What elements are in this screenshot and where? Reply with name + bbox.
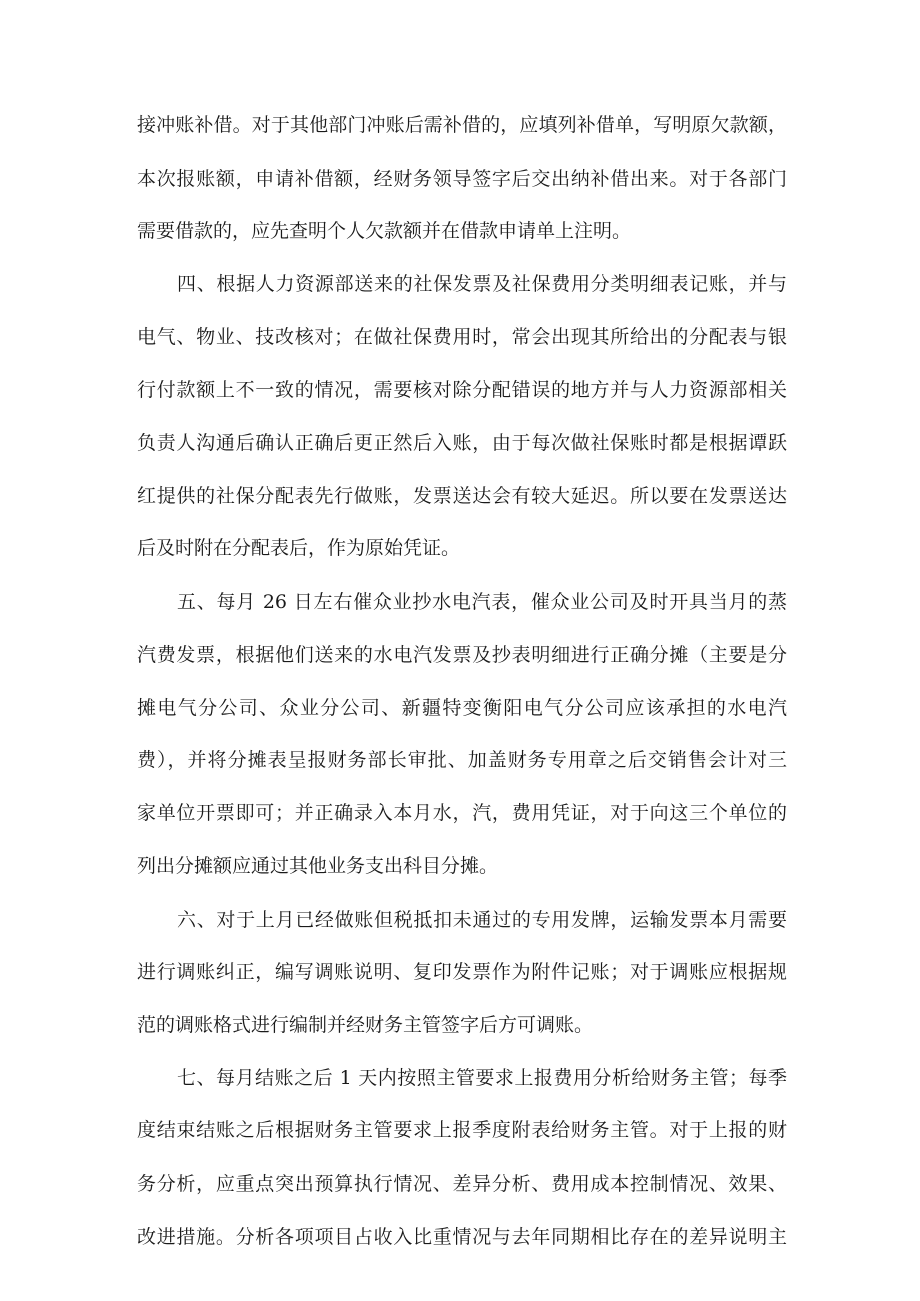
paragraph-line: 五、每月 26 日左右催众业抄水电汽表，催众业公司及时开具当月的蒸 [177,591,787,613]
paragraph-line: 七、每月结账之后 1 天内按照主管要求上报费用分析给财务主管；每季 [177,1067,787,1089]
paragraph-line: 务分析，应重点突出预算执行情况、差异分析、费用成本控制情况、效果、 [137,1173,787,1195]
paragraph-line: 摊电气分公司、众业分公司、新疆特变衡阳电气分公司应该承担的水电汽 [137,697,787,719]
paragraph-line: 改进措施。分析各项项目占收入比重情况与去年同期相比存在的差异说明主 [137,1226,787,1248]
paragraph-line: 红提供的社保分配表先行做账，发票送达会有较大延迟。所以要在发票送达 [137,485,787,507]
paragraph-line: 六、对于上月已经做账但税抵扣未通过的专用发牌，运输发票本月需要 [177,909,787,931]
paragraph-line: 后及时附在分配表后，作为原始凭证。 [137,537,461,559]
paragraph-line: 进行调账纠正，编写调账说明、复印发票作为附件记账；对于调账应根据规 [137,961,787,983]
paragraph-line: 家单位开票即可；并正确录入本月水，汽，费用凭证，对于向这三个单位的 [137,802,787,824]
paragraph-line: 范的调账格式进行编制并经财务主管签字后方可调账。 [137,1014,594,1036]
paragraph-line: 接冲账补借。对于其他部门冲账后需补借的，应填列补借单，写明原欠款额， [137,114,787,136]
paragraph-line: 费），并将分摊表呈报财务部长审批、加盖财务专用章之后交销售会计对三 [137,749,787,771]
paragraph-line: 列出分摊额应通过其他业务支出科目分摊。 [137,855,499,877]
paragraph-line: 度结束结账之后根据财务主管要求上报季度附表给财务主管。对于上报的财 [137,1119,787,1141]
paragraph-line: 汽费发票，根据他们送来的水电汽发票及抄表明细进行正确分摊（主要是分 [137,644,787,666]
paragraph-line: 负责人沟通后确认正确后更正然后入账，由于每次做社保账时都是根据谭跃 [137,432,787,454]
paragraph-line: 四、根据人力资源部送来的社保发票及社保费用分类明细表记账，并与 [177,273,787,295]
paragraph-line: 行付款额上不一致的情况，需要核对除分配错误的地方并与人力资源部相关 [137,379,787,401]
paragraph-line: 需要借款的，应先查明个人欠款额并在借款申请单上注明。 [137,220,632,242]
paragraph-line: 电气、物业、技改核对；在做社保费用时，常会出现其所给出的分配表与银 [137,326,787,348]
paragraph-line: 本次报账额，申请补借额，经财务领导签字后交出纳补借出来。对于各部门 [137,168,787,190]
